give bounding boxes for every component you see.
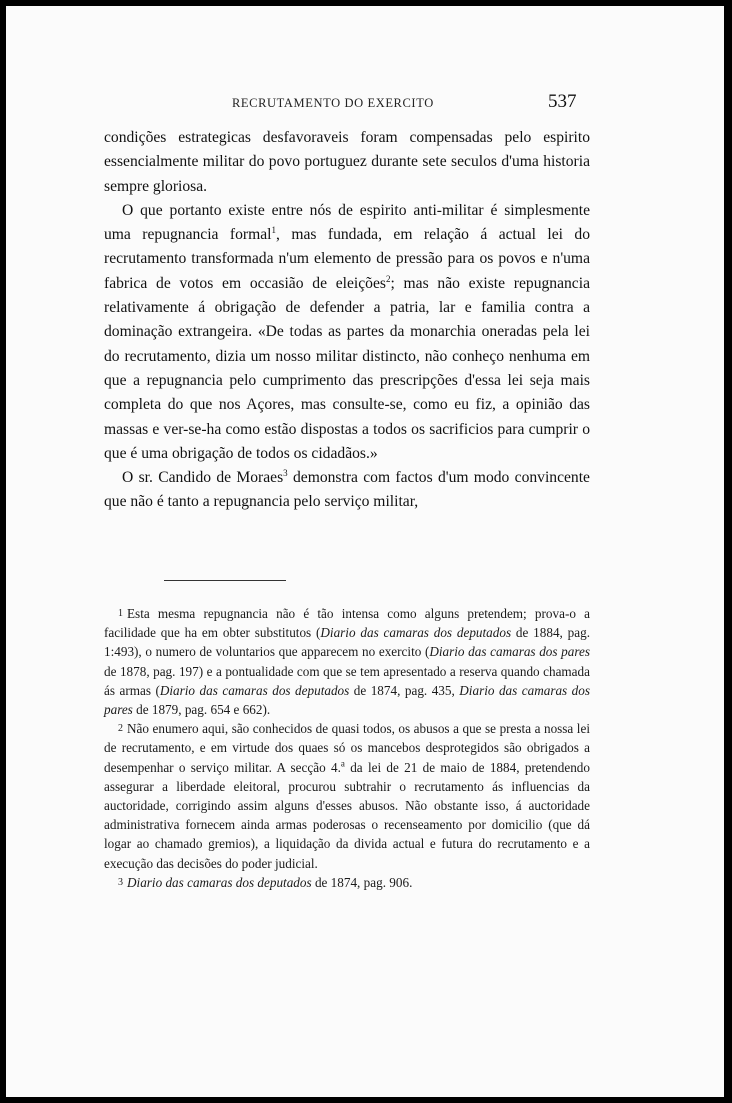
footnote-3-citation: Diario das camaras dos deputados	[127, 874, 312, 890]
footnote-separator	[164, 580, 286, 581]
book-page	[6, 6, 724, 1097]
page-header	[6, 91, 724, 116]
main-text	[104, 126, 590, 515]
running-title: RECRUTAMENTO DO EXERCITO	[232, 96, 434, 110]
page-number: 537	[548, 91, 577, 112]
footnote-2-text: da lei de 21 de maio de 1884, pretendendo assegurar a liberdade eleitoral, procurou subtrahir o recrutamento ás influencias da auctoridade, corrigindo assim alguns d'esses abusos. Não obstante isso, á auctoridade administrativa fornecem ainda armas poderosas o recenseamento por domicilio (que dá logar ao chamado gremios), a liquidação da divida actual e futura do recrutamento e a execução das decisões do poder judicial.	[104, 759, 590, 871]
footnotes	[104, 604, 590, 892]
footnote-1-citation: Diario das camaras dos deputados	[320, 625, 512, 641]
footnote-3	[104, 873, 590, 892]
footnote-1-text: de 1874, pag. 435,	[349, 682, 460, 698]
footnote-1-text: de 1884, pag. 1:493), o numero de voluntarios que apparecem no exercito (	[104, 625, 590, 660]
paragraph-2-part-c: ; mas não existe repugnancia relativamente á obrigação de defender a patria, lar e familia contra a dominação extrangeira. «De todas as partes da monarchia oneradas pela lei do recrutamento, dizia um nosso militar distincto, não conheço nenhuma em que a repugnancia pelo cumprimento das prescripções d'essa lei seja mais completa do que nos Açores, mas consulte-se, como eu fiz, a opinião das massas e ver-se-ha como estão dispostas a todos os sacrificios para cumprir o que é uma obrigação de todos os cidadãos.»	[104, 274, 590, 462]
footnote-1-text: de 1878, pag. 197) e a pontualidade com que se tem apresentado a reserva quando chamada ás armas (	[104, 663, 590, 698]
paragraph-3	[104, 466, 590, 515]
footnote-1-mark: 1	[118, 608, 123, 619]
footnote-ref-3: 3	[283, 467, 288, 478]
footnote-1-citation: Diario das camaras dos pares	[429, 644, 590, 660]
paragraph-3-part-a: O sr. Candido de Moraes	[122, 469, 284, 487]
footnote-ref-2: 2	[385, 273, 391, 284]
paragraph-2-part-a: O que portanto existe entre nós de espirito anti-militar é simplesmente uma repugnancia formal	[104, 201, 590, 244]
footnote-3-mark: 3	[118, 876, 123, 888]
paragraph-1: condições estrategicas desfavoraveis foram compensadas pelo espirito essencialmente militar do povo portuguez durante sete seculos d'uma historia sempre gloriosa.	[104, 129, 590, 195]
footnote-1-text: Esta mesma repugnancia não é tão intensa como alguns pretendem; prova-o a facilidade que ha em obter substitutos (	[104, 606, 590, 641]
footnote-1	[104, 604, 590, 719]
footnote-3-text: de 1874, pag. 906.	[311, 874, 413, 890]
footnote-2	[104, 719, 590, 873]
footnote-2-mark: 2	[118, 723, 123, 735]
footnote-1-citation: Diario das camaras dos pares	[104, 682, 590, 718]
paragraph-2-part-b: , mas fundada, em relação á actual lei do recrutamento transformada n'um elemento de pressão para os povos e n'uma fabrica de votos em occasião de eleições	[104, 226, 590, 292]
footnote-1-citation: Diario das camaras dos deputados	[159, 682, 350, 698]
footnote-2-text: Não enumero aqui, são conhecidos de quasi todos, os abusos a que se presta a nossa lei de recrutamento, e em virtude dos quaes só os mancebos desprotegidos são obrigados a desempenhar o serviço militar. A secção 4.	[104, 721, 590, 775]
footnote-2-superscript: a	[340, 758, 345, 769]
footnote-1-text: de 1879, pag. 654 e 662).	[132, 702, 271, 718]
paragraph-3-part-b: demonstra com factos d'um modo convincente que não é tanto a repugnancia pelo serviço militar,	[104, 469, 590, 511]
paragraph-2	[104, 199, 590, 466]
footnote-ref-1: 1	[271, 225, 276, 235]
